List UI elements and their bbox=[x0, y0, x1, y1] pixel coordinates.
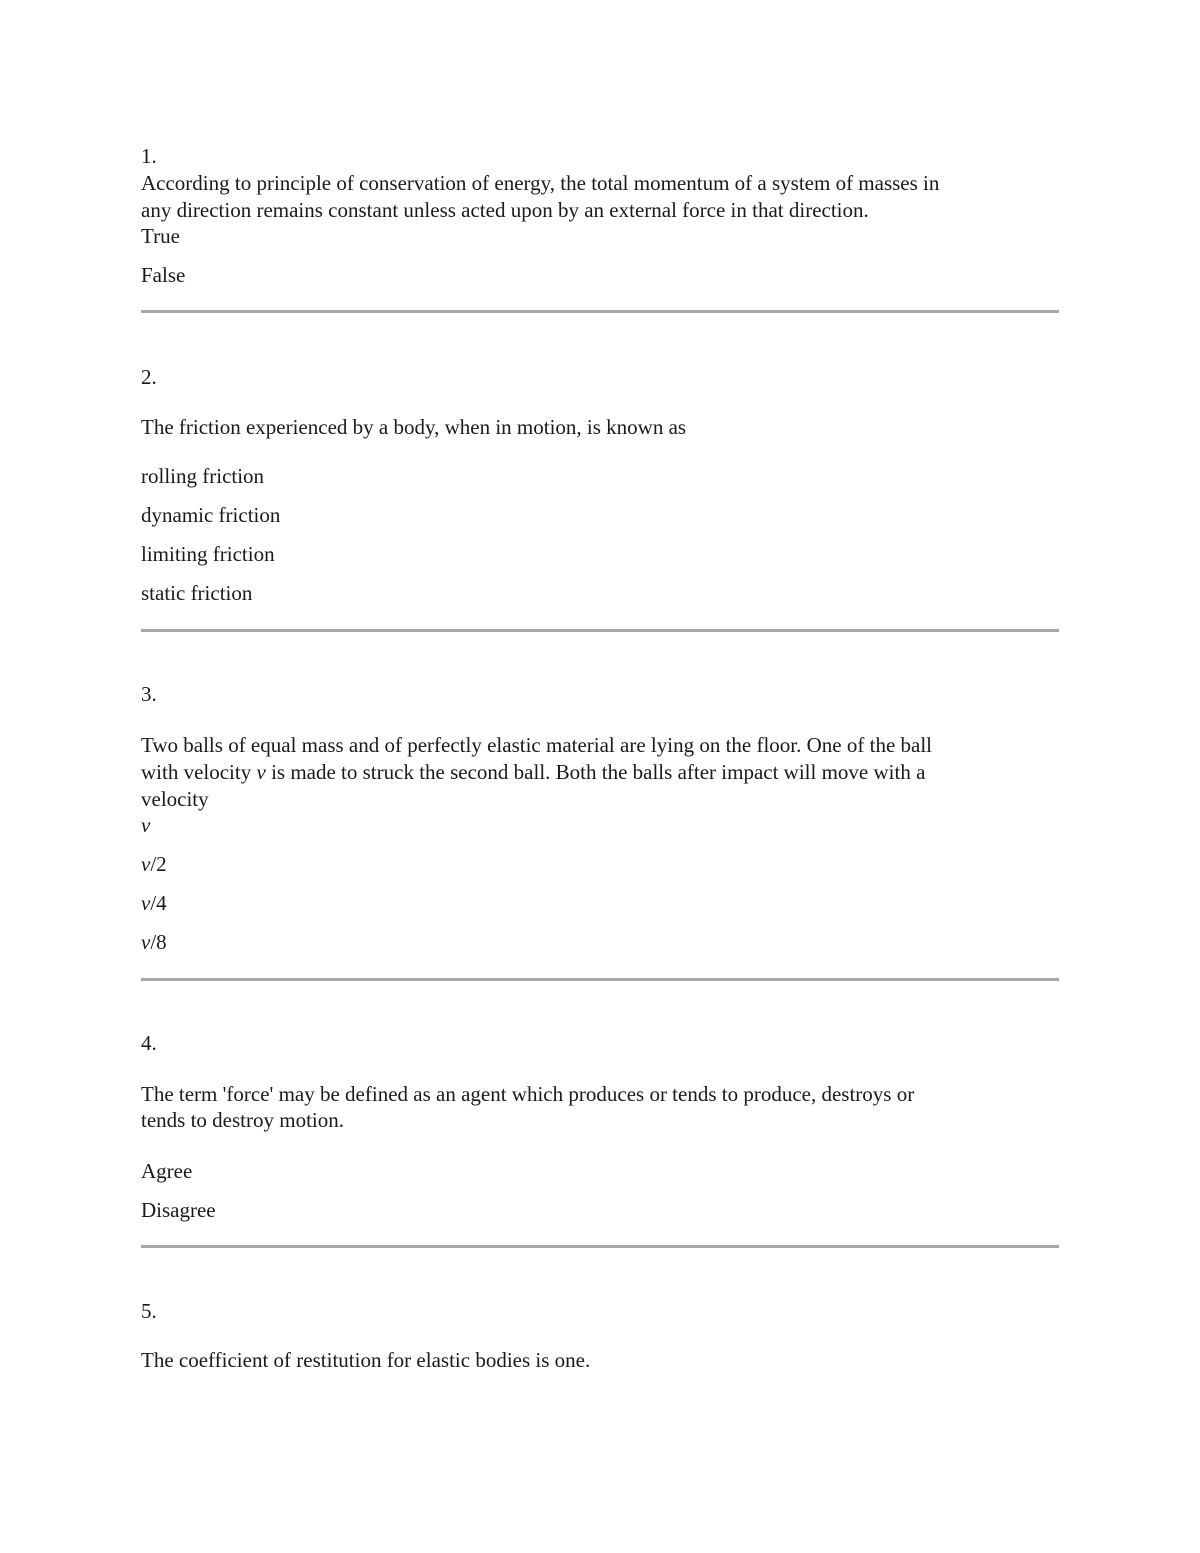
question-divider bbox=[141, 978, 1059, 981]
question-2-number: 2. bbox=[141, 365, 157, 389]
question-2-option-limiting[interactable]: limiting friction bbox=[141, 542, 275, 566]
question-5-stem: The coefficient of restitution for elastic bodies is one. bbox=[141, 1348, 591, 1372]
question-divider bbox=[141, 310, 1059, 313]
question-3-stem-line-3: velocity bbox=[141, 787, 209, 811]
velocity-variable: v bbox=[256, 760, 266, 784]
question-4-option-disagree[interactable]: Disagree bbox=[141, 1198, 216, 1222]
question-3-option-v-2[interactable]: v/2 bbox=[141, 852, 167, 876]
question-5-number: 5. bbox=[141, 1299, 157, 1323]
question-4-number: 4. bbox=[141, 1031, 157, 1055]
question-3-stem-line-2: with velocity v is made to struck the second ball. Both the balls after impact will move with a bbox=[141, 760, 926, 784]
question-3-number: 3. bbox=[141, 682, 157, 706]
question-1-stem-line-2: any direction remains constant unless acted upon by an external force in that direction. bbox=[141, 198, 869, 222]
question-2-option-static[interactable]: static friction bbox=[141, 581, 253, 605]
question-1-option-false[interactable]: False bbox=[141, 263, 186, 287]
question-3-option-v-8[interactable]: v/8 bbox=[141, 930, 167, 954]
question-1-number: 1. bbox=[141, 144, 157, 168]
question-2-option-dynamic[interactable]: dynamic friction bbox=[141, 503, 281, 527]
question-1-option-true[interactable]: True bbox=[141, 224, 180, 248]
question-divider bbox=[141, 629, 1059, 632]
question-4-option-agree[interactable]: Agree bbox=[141, 1159, 193, 1183]
question-4-stem-line-1: The term 'force' may be defined as an agent which produces or tends to produce, destroys or bbox=[141, 1082, 915, 1106]
question-1-stem-line-1: According to principle of conservation of energy, the total momentum of a system of masses in bbox=[141, 171, 940, 195]
question-divider bbox=[141, 1245, 1059, 1248]
question-3-stem-line-1: Two balls of equal mass and of perfectly elastic material are lying on the floor. One of the ball bbox=[141, 733, 933, 757]
question-4-stem-line-2: tends to destroy motion. bbox=[141, 1108, 344, 1132]
question-2-option-rolling[interactable]: rolling friction bbox=[141, 464, 265, 488]
question-3-option-v-4[interactable]: v/4 bbox=[141, 891, 167, 915]
question-2-stem: The friction experienced by a body, when in motion, is known as bbox=[141, 415, 687, 439]
question-3-option-v[interactable]: v bbox=[141, 813, 151, 837]
